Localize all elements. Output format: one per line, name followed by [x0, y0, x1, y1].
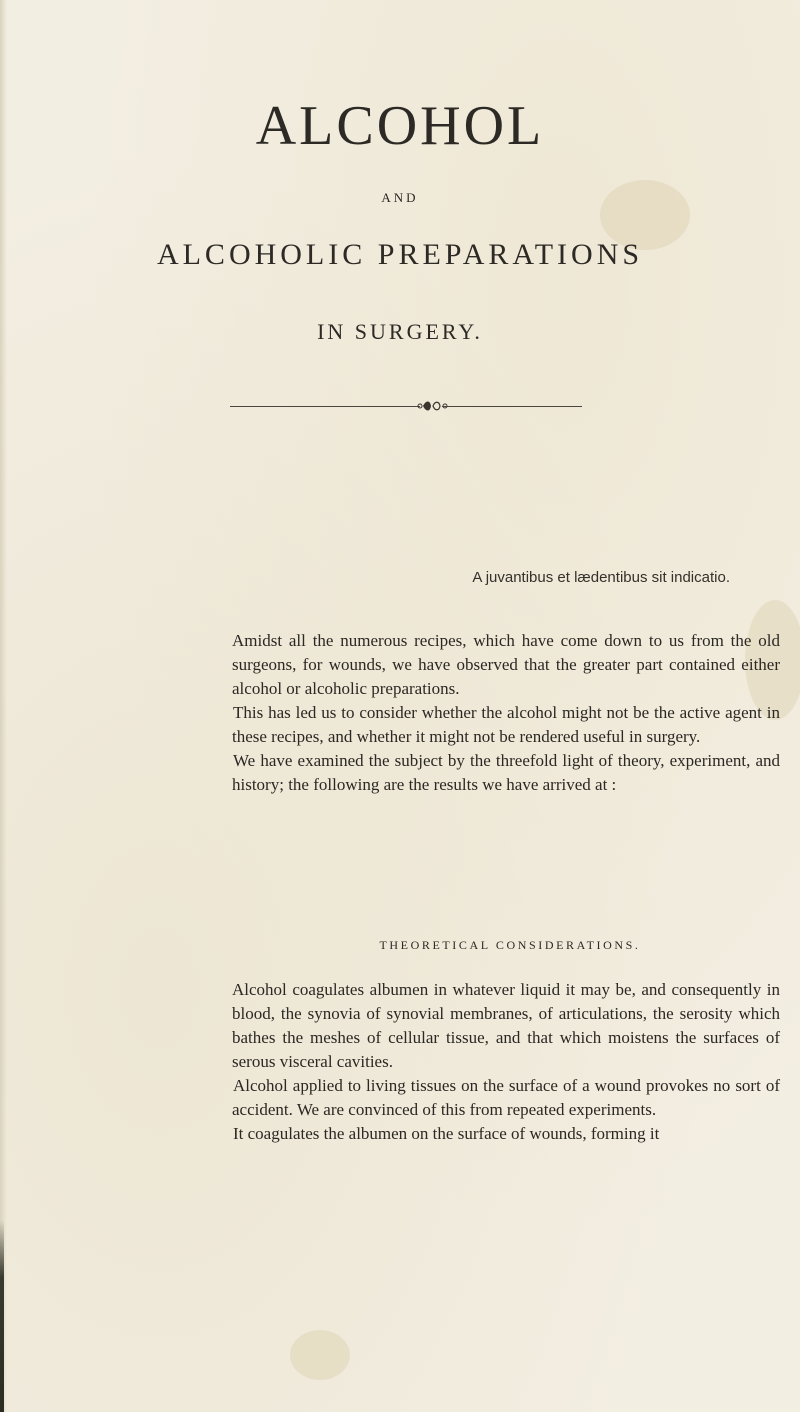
title-subject: IN SURGERY. [317, 319, 483, 344]
epigraph: A juvantibus et lædentibus sit indicatio. [472, 569, 730, 586]
paragraph: This has led us to consider whether the alcohol might not be the active agent in these recipes, and whether it might not be rendered useful in surgery. [232, 703, 780, 746]
paragraph: Alcohol coagulates albumen in whatever liquid it may be, and consequently in blood, the synovia of synovial membranes, of articulations, the serosity which bathes the meshes of cellular tissue, and that which moistens the surfaces of serous visceral cavities. [232, 980, 780, 1071]
section-heading: THEORETICAL CONSIDERATIONS. [379, 938, 641, 952]
paragraph: Amidst all the numerous recipes, which have come down to us from the old surgeons, for wounds, we have observed that the greater part contained either alcohol or alcoholic preparations. [232, 631, 780, 698]
title-connector: AND [381, 190, 419, 205]
paragraph: It coagulates the albumen on the surface of wounds, forming it [233, 1124, 660, 1143]
divider-rule-right [442, 406, 582, 407]
page-edge-shadow [0, 1220, 4, 1412]
paragraph: We have examined the subject by the threefold light of theory, experiment, and history; the following are the results we have arrived at : [232, 751, 780, 794]
paragraph: Alcohol applied to living tissues on the surface of a wound provokes no sort of accident. We are convinced of this from repeated experiments. [232, 1076, 780, 1119]
paper-stain [290, 1330, 350, 1380]
intro-section [232, 629, 780, 797]
theory-section [232, 978, 780, 1146]
divider-rule-left [230, 406, 420, 407]
title-main: ALCOHOL [255, 95, 545, 157]
page-gutter-shadow [0, 0, 7, 1412]
title-subtitle: ALCOHOLIC PREPARATIONS [156, 238, 644, 271]
